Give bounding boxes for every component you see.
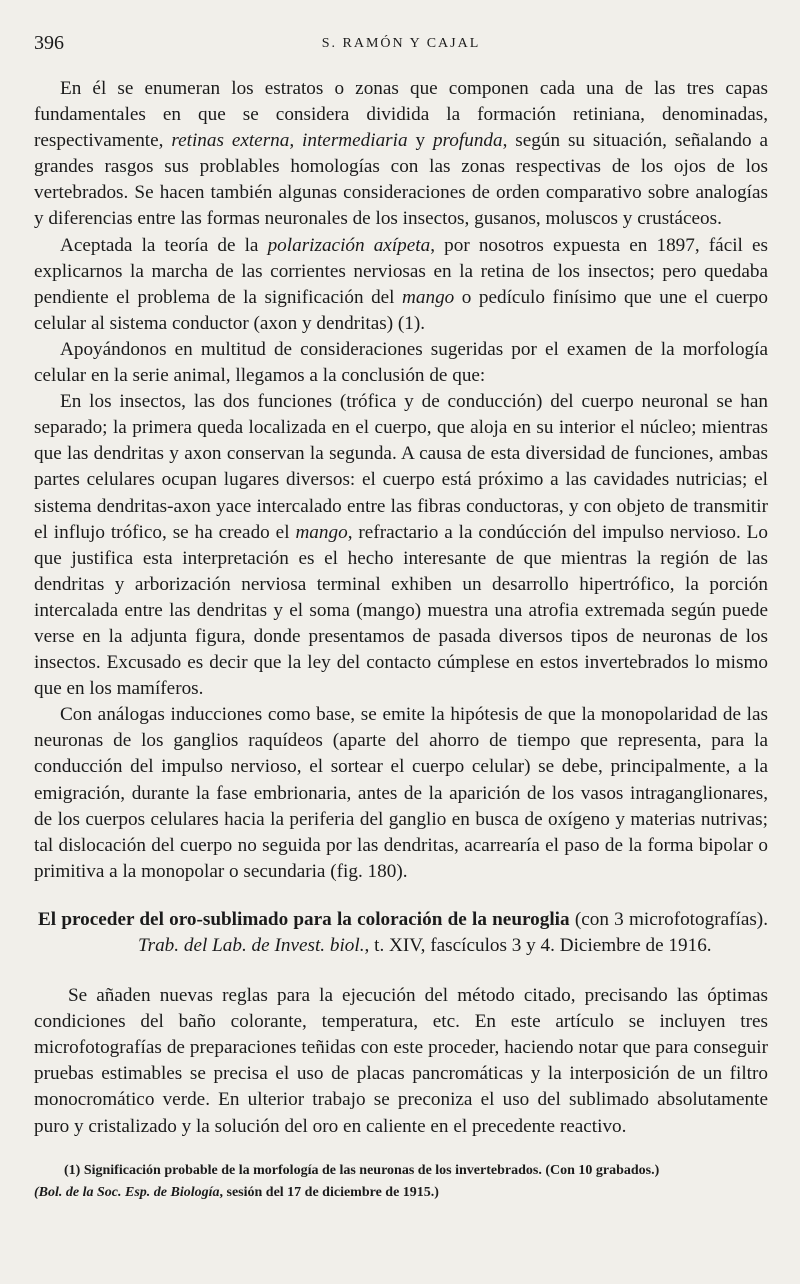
footnote-marker: (1) — [64, 1162, 81, 1178]
entry-title-tail: (con 3 microfotografías). — [569, 908, 768, 930]
entry-title: El proceder del oro-sublimado para la coloración de la neuroglia — [38, 908, 570, 930]
footnote-source: (Bol. de la Soc. Esp. de Biología — [34, 1184, 220, 1200]
paragraph-4: En los insectos, las dos funciones (trófica y de conducción) del cuerpo neuronal se han separado; la primera queda localizada en el cuerpo, que aloja en su interior el núcleo; mientras que las dendritas y axon conservan la segunda. A causa de esta diversidad de funciones, ambas partes celulares ocupan lugares diversos: el cuerpo está próximo a las cavidades nutricias; el sistema dendritas-axon yace intercalado entre las fibras conductoras, y con objeto de transmitir el influjo trófico, se ha creado el mango, refractario a la condúcción del impulso nervioso. Lo que justifica esta interpretación es el hecho interesante de que mientras la región de las dendritas y arborización nerviosa terminal exhiben un desarrollo hipertrófico, la porción intercalada entre las dendritas y el soma (mango) muestra una atrofia extremada según puede verse en la adjunta figura, donde presentamos de pasada diversos tipos de neuronas de los insectos. Excusado es decir que la ley del contacto cúmplese en estos invertebrados lo mismo que en los mamíferos. — [34, 391, 768, 700]
entry-summary — [34, 983, 768, 1140]
entry-details: , t. XIV, fascículos 3 y 4. Diciembre de 1916. — [364, 935, 712, 956]
summary-paragraph: Se añaden nuevas reglas para la ejecución del método citado, precisando las óptimas condiciones del baño colorante, temperatura, etc. En este artículo se incluyen tres microfotografías de preparaciones teñidas con este proceder, haciendo notar que para conseguir pruebas estimables se precisa el uso de placas pancromáticas y la interposición de un filtro monocromático verde. En ulterior trabajo se preconiza el uso del sublimado absolutamente puro y cristalizado y la solución del oro en caliente en el precedente reactivo. — [34, 985, 768, 1137]
footnote — [34, 1160, 768, 1204]
entry-source: Trab. del Lab. de Invest. biol. — [138, 935, 365, 956]
paragraph-1: En él se enumeran los estratos o zonas que componen cada una de las tres capas fundamentales en que se considera dividida la formación retiniana, denominadas, respectivamente, retinas externa, intermediaria y profunda, según su situación, señalando a grandes rasgos sus problables homologías con las zonas respectivas de los ojos de los vertebrados. Se hacen también algunas consideraciones de orden comparativo sobre analogías y diferencias entre las formas neuronales de los insectos, gusanos, moluscos y crustáceos. — [34, 78, 768, 230]
footnote-text: Significación probable de la morfología de las neuronas de los invertebrados. (Con 10 grabados.) — [80, 1162, 660, 1178]
footnote-details: , sesión del 17 de diciembre de 1915.) — [219, 1184, 439, 1200]
paragraph-5: Con análogas inducciones como base, se emite la hipótesis de que la monopolaridad de las neuronas de los ganglios raquídeos (aparte del ahorro de tiempo que representa, para la conducción del impulso nervioso, el sortear el cuerpo celular) se debe, principalmente, a la emigración, durante la fase embrionaria, antes de la aparición de los vasos intraganglionares, de los cuerpos celulares hacia la periferia del ganglio en busca de oxígeno y materias nutrivas; tal dislocación del cuerpo no seguida por las dendritas, acarrearía el paso de la forma bipolar o primitiva a la monopolar o secundaria (fig. 180). — [34, 704, 768, 882]
body-text — [34, 76, 768, 885]
paragraph-2: Aceptada la teoría de la polarización axípeta, por nosotros expuesta en 1897, fácil es explicarnos la marcha de las corrientes nerviosas en la retina de los insectos; pero quedaba pendiente el problema de la significación del mango o pedículo finísimo que une el cuerpo celular al sistema conductor (axon y dendritas) (1). — [34, 234, 768, 334]
page-header — [34, 30, 768, 60]
bibliographic-entry — [34, 907, 768, 959]
running-head: S. RAMÓN Y CAJAL — [321, 36, 481, 51]
paragraph-3: Apoyándonos en multitud de consideraciones sugeridas por el examen de la morfología celular en la serie animal, llegamos a la conclusión de que: — [34, 338, 768, 387]
document-page — [34, 30, 768, 1204]
page-number: 396 — [34, 32, 64, 54]
